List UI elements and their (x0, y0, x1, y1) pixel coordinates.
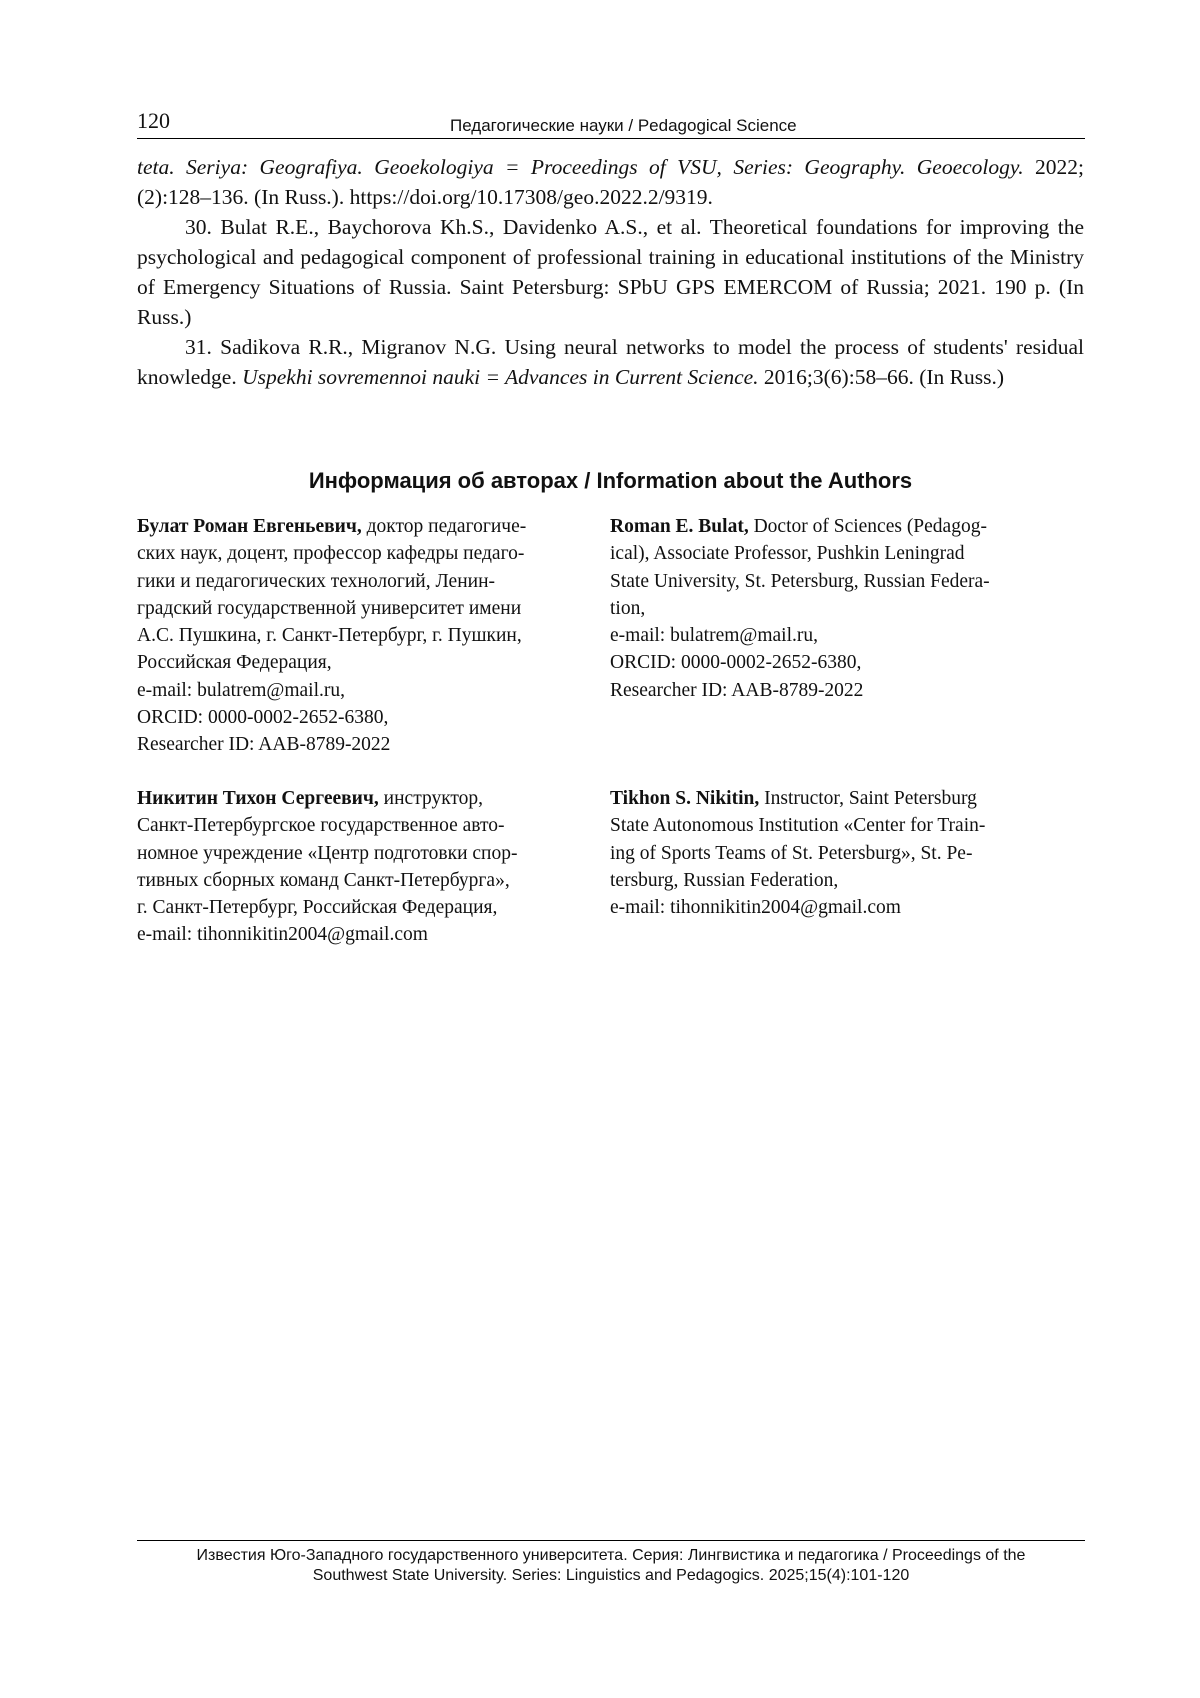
reference-30: 30. Bulat R.E., Baychorova Kh.S., Davidenko A.S., et al. Theoretical foundations for improving the psychological and pedagogical component of professional training in educational institutions of the Ministry of Emergency Situations of Russia. Saint Petersburg: SPbU GPS EMERCOM of Russia; 2021. 190 p. (In Russ.) (137, 215, 1084, 329)
author-2-en (610, 785, 1080, 921)
reference-continuation (137, 152, 1084, 212)
author-2-ru-line-4: тивных сборных команд Санкт-Петербурга», (137, 869, 510, 891)
author-1-en-line-3: State University, St. Petersburg, Russian Federa- (610, 570, 990, 592)
author-2-ru (137, 785, 597, 949)
author-1-ru-line-5: А.С. Пушкина, г. Санкт-Петербург, г. Пушкин, (137, 625, 522, 647)
author-2-ru-name: Никитин Тихон Сергеевич, (137, 788, 379, 809)
author-2-ru-email: e-mail: tihonnikitin2004@gmail.com (137, 924, 428, 946)
author-1-ru-line-1: Булат Роман Евгеньевич, доктор педагогиче- (137, 516, 527, 537)
footer-line-2: Southwest State University. Series: Linguistics and Pedagogics. 2025;15(4):101-120 (312, 1567, 910, 1584)
footer-line-1: Известия Юго-Западного государственного университета. Серия: Лингвистика и педагогика / Proceedings of the (196, 1547, 1026, 1564)
author-1-ru-line-6: Российская Федерация, (137, 652, 332, 674)
running-head: Педагогические науки / Pedagogical Science (450, 116, 797, 135)
reference-31-details: 2016;3(6):58–66. (In Russ.) (763, 365, 1004, 389)
author-1-en-name: Roman E. Bulat, (610, 516, 749, 537)
author-2-en-line-1: Tikhon S. Nikitin, Instructor, Saint Petersburg (610, 788, 977, 809)
reference-31-journal: Uspekhi sovremennoi nauki = Advances in Current Science. (242, 365, 759, 389)
author-2-en-line-3: ing of Sports Teams of St. Petersburg», St. Pe- (610, 842, 973, 864)
author-1-en-email: e-mail: bulatrem@mail.ru, (610, 625, 819, 647)
reference-continuation-journal: teta. Seriya: Geografiya. Geoekologiya = Proceedings of VSU, Series: Geography. Geoecology. (137, 155, 1024, 179)
page-footer (137, 1540, 1085, 1586)
reference-continuation-details: 2022;(2):128–136. (In Russ.). https://doi.org/10.17308/geo.2022.2/9319. (137, 155, 1085, 209)
authors-heading: Информация об авторах / Information about the Authors (308, 468, 913, 493)
references-section (137, 152, 1084, 392)
author-2-en-email: e-mail: tihonnikitin2004@gmail.com (610, 897, 901, 919)
page-number: 120 (137, 108, 170, 133)
author-1-ru (137, 513, 597, 759)
author-1-ru-email: e-mail: bulatrem@mail.ru, (137, 679, 346, 701)
author-2-en-name: Tikhon S. Nikitin, (610, 788, 760, 809)
author-2-en-line-2: State Autonomous Institution «Center for Train- (610, 815, 986, 837)
author-1-ru-line-3: гики и педагогических технологий, Ленин- (137, 570, 496, 592)
page-header (137, 104, 1085, 139)
author-1-en-line-2: ical), Associate Professor, Pushkin Leningrad (610, 543, 965, 565)
author-2-ru-line-1: Никитин Тихон Сергеевич, инструктор, (137, 788, 484, 809)
author-1-en (610, 513, 1080, 704)
author-2-ru-line-2: Санкт-Петербургское государственное авто- (137, 815, 505, 837)
author-1-ru-line-2: ских наук, доцент, профессор кафедры педаго- (137, 543, 525, 565)
author-1-ru-orcid: ORCID: 0000-0002-2652-6380, (137, 707, 389, 729)
author-1-ru-researcher-id: Researcher ID: AAB-8789-2022 (137, 734, 391, 756)
author-2-ru-line-3: номное учреждение «Центр подготовки спор- (137, 842, 518, 864)
author-1-ru-name: Булат Роман Евгеньевич, (137, 516, 362, 537)
author-1-en-line-4: tion, (610, 597, 646, 619)
reference-31 (137, 332, 1084, 392)
author-1-en-line-1: Roman E. Bulat, Doctor of Sciences (Pedagog- (610, 516, 987, 537)
author-1-en-researcher-id: Researcher ID: AAB-8789-2022 (610, 679, 864, 701)
author-1-en-orcid: ORCID: 0000-0002-2652-6380, (610, 652, 862, 674)
author-2-ru-line-5: г. Санкт-Петербург, Российская Федерация, (137, 897, 498, 919)
reference-31-authors-title: 31. Sadikova R.R., Migranov N.G. Using neural networks to model the process of students' residual knowledge. (137, 335, 1084, 389)
author-2-en-line-4: tersburg, Russian Federation, (610, 869, 839, 891)
author-1-ru-line-4: градский государственной университет имени (137, 597, 522, 619)
